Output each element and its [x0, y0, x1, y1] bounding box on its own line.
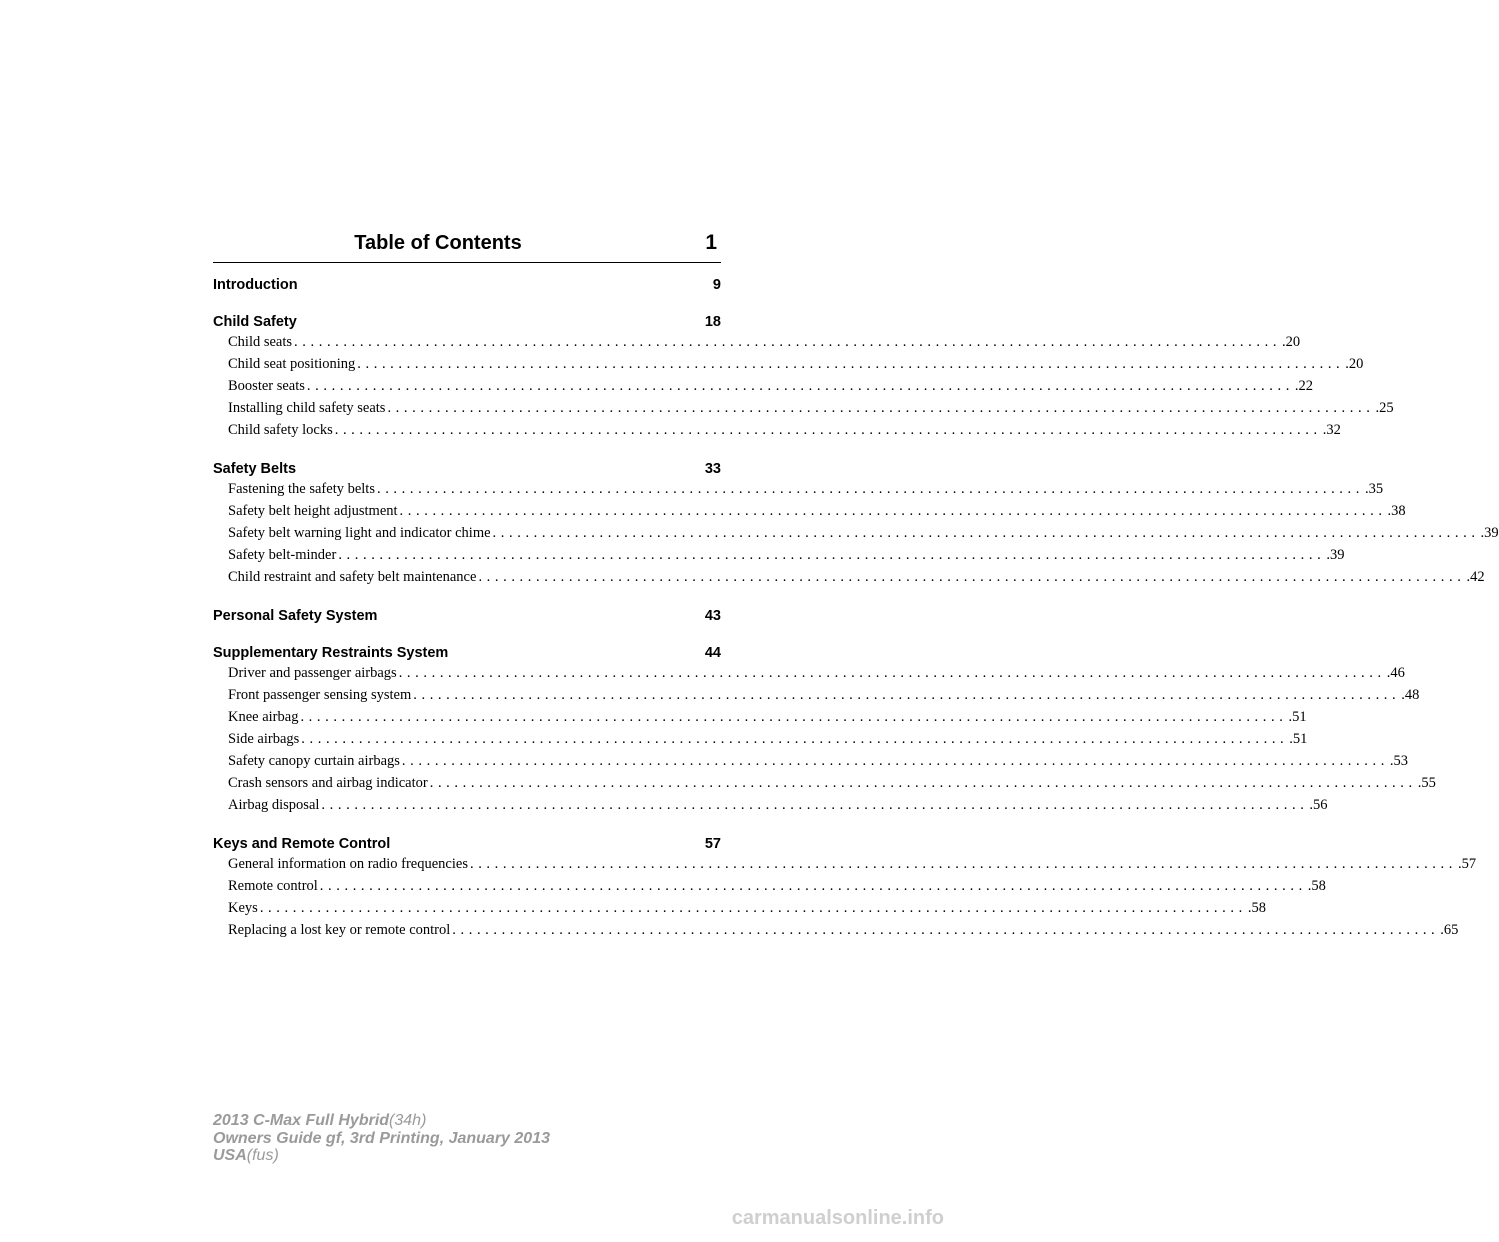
toc-section-page: 18 — [704, 314, 721, 330]
dot-leader: ........................................................................................................................ — [398, 665, 1386, 681]
toc-entry-page-number: 22 — [1298, 378, 1314, 394]
toc-entry-page: .20 — [1345, 356, 1364, 372]
toc-section-title: Personal Safety System — [213, 608, 378, 624]
dot-leader: ........................................................................................................................ — [399, 503, 1387, 519]
footer-model-code: (34h) — [389, 1112, 427, 1129]
toc-entry-page-number: 51 — [1292, 709, 1307, 725]
toc-entry[interactable] — [213, 503, 1406, 525]
footer-market-code: (fus) — [246, 1147, 279, 1164]
toc-entry-label: Safety belt height adjustment — [228, 503, 398, 519]
toc-entry-page-number: 46 — [1390, 665, 1405, 681]
toc-entry-page: .56 — [1309, 797, 1328, 813]
dot-leader: ........................................................................................................................ — [357, 356, 1345, 372]
toc-entry-page-number: 20 — [1285, 334, 1301, 350]
dot-leader: ........................................................................................................................ — [334, 422, 1322, 438]
toc-entry-page-number: 42 — [1470, 569, 1485, 585]
toc-section-page: 43 — [704, 608, 721, 624]
toc-entry-page-number: 55 — [1421, 775, 1436, 791]
toc-entry-page: .51 — [1289, 731, 1308, 747]
dot-leader: ........................................................................................................................ — [413, 687, 1401, 703]
dot-leader: ........................................................................................................................ — [376, 481, 1364, 497]
toc-entry[interactable] — [213, 334, 1301, 356]
toc-entry[interactable] — [213, 356, 1364, 378]
toc-entry-page: .38 — [1387, 503, 1406, 519]
toc-entry-label: Driver and passenger airbags — [228, 665, 397, 681]
dot-leader: ........................................................................................................................ — [319, 878, 1307, 894]
toc-entry-page: .55 — [1417, 775, 1436, 791]
page-title: Table of Contents — [354, 232, 522, 254]
toc-entry[interactable] — [213, 878, 1326, 900]
toc-section[interactable] — [213, 636, 721, 665]
toc-entry-page: .48 — [1401, 687, 1420, 703]
toc-section[interactable] — [213, 827, 721, 856]
toc-entry[interactable] — [213, 569, 1485, 591]
toc-entry[interactable] — [213, 481, 1384, 503]
toc-entry-page-number: 53 — [1393, 753, 1409, 769]
toc-entry-page-number: 39 — [1329, 547, 1345, 563]
page-number: 1 — [705, 231, 717, 254]
toc-entry-page-number: 57 — [1461, 856, 1477, 872]
toc-entry-label: Replacing a lost key or remote control — [228, 922, 451, 938]
toc-entry-page: .39 — [1326, 547, 1345, 563]
toc-entry-label: Remote control — [228, 878, 318, 894]
dot-leader: ........................................................................................................................ — [300, 709, 1288, 725]
toc-section-page: 57 — [704, 836, 721, 852]
watermark-link[interactable]: carmanualsonline.info — [731, 1207, 944, 1229]
dot-leader: ........................................................................................................................ — [306, 378, 1294, 394]
footer-line-3 — [213, 1147, 713, 1165]
toc-entry-page-number: 32 — [1326, 422, 1341, 438]
toc-section[interactable] — [213, 268, 721, 297]
toc-section-page: 9 — [712, 277, 721, 293]
footer-line-2: Owners Guide gf, 3rd Printing, January 2013 — [213, 1129, 550, 1147]
toc-entry-page-number: 65 — [1443, 922, 1459, 938]
toc-entry-page: .53 — [1389, 753, 1409, 769]
toc-section-title: Introduction — [213, 277, 298, 293]
footer-market: USA — [213, 1147, 247, 1164]
toc-entry-page-number: 51 — [1292, 731, 1308, 747]
toc-entry-page-number: 58 — [1311, 878, 1326, 894]
dot-leader: ........................................................................................................................ — [259, 900, 1247, 916]
toc-entry-label: Airbag disposal — [228, 797, 320, 813]
page-header — [213, 228, 721, 263]
toc-entry-page-number: 25 — [1379, 400, 1394, 416]
toc-entry-page: .46 — [1386, 665, 1405, 681]
toc-entry-label: Child seats — [228, 334, 293, 350]
footer-line-1 — [213, 1112, 713, 1130]
dot-leader: ........................................................................................................................ — [301, 731, 1289, 747]
toc-entry[interactable] — [213, 547, 1345, 569]
dot-leader: ........................................................................................................................ — [387, 400, 1375, 416]
toc-entry-page: .42 — [1466, 569, 1485, 585]
toc-entry-label: Booster seats — [228, 378, 305, 394]
toc-entry-page-number: 58 — [1251, 900, 1266, 916]
toc-entry-label: Front passenger sensing system — [228, 687, 412, 703]
toc-entry-label: Crash sensors and airbag indicator — [228, 775, 428, 791]
footer-model: 2013 C-Max Full Hybrid — [213, 1112, 390, 1129]
toc-entry-page-number: 48 — [1404, 687, 1420, 703]
toc-entry[interactable] — [213, 525, 1499, 547]
toc-entry[interactable] — [213, 378, 1314, 400]
toc-entry-label: Side airbags — [228, 731, 300, 747]
dot-leader: ........................................................................................................................ — [338, 547, 1326, 563]
toc-entry-page: .58 — [1247, 900, 1266, 916]
toc-entry-page: .32 — [1322, 422, 1341, 438]
toc-entry-label: Child restraint and safety belt maintenance — [228, 569, 477, 585]
dot-leader: ........................................................................................................................ — [478, 569, 1466, 585]
toc-entry[interactable] — [213, 731, 1308, 753]
toc-entry[interactable] — [213, 797, 1328, 819]
toc-section-page: 44 — [704, 645, 721, 661]
toc-section-title: Safety Belts — [213, 461, 297, 477]
toc-entry-label: Safety belt warning light and indicator chime — [228, 525, 491, 541]
toc-entry-page: .58 — [1307, 878, 1326, 894]
toc-entry-label: Safety belt-minder — [228, 547, 337, 563]
toc-entry[interactable] — [213, 665, 1405, 687]
toc-section-title: Supplementary Restraints System — [213, 645, 449, 661]
toc-entry-page: .25 — [1375, 400, 1394, 416]
dot-leader: ........................................................................................................................ — [294, 334, 1282, 350]
toc-entry-page-number: 56 — [1313, 797, 1328, 813]
toc-entry[interactable] — [213, 900, 1266, 922]
toc-section-page: 33 — [704, 461, 721, 477]
toc-entry-page: .65 — [1440, 922, 1459, 938]
table-of-contents — [213, 268, 1499, 944]
dot-leader: ........................................................................................................................ — [492, 525, 1480, 541]
toc-entry-page-number: 20 — [1348, 356, 1364, 372]
footer-imprint — [213, 1112, 713, 1165]
toc-entry-page: .22 — [1294, 378, 1314, 394]
toc-entry[interactable] — [213, 422, 1341, 444]
toc-section[interactable] — [213, 305, 721, 334]
toc-section[interactable] — [213, 599, 721, 628]
toc-entry-label: Fastening the safety belts — [228, 481, 375, 497]
toc-entry-page: .51 — [1288, 709, 1307, 725]
toc-entry-page: .39 — [1480, 525, 1499, 541]
dot-leader: ........................................................................................................................ — [469, 856, 1457, 872]
toc-entry-label: Installing child safety seats — [228, 400, 386, 416]
toc-entry-page: .35 — [1364, 481, 1384, 497]
toc-section-title: Keys and Remote Control — [213, 836, 391, 852]
toc-entry[interactable] — [213, 753, 1409, 775]
toc-entry-page-number: 39 — [1484, 525, 1499, 541]
toc-entry-label: Safety canopy curtain airbags — [228, 753, 400, 769]
dot-leader: ........................................................................................................................ — [401, 753, 1389, 769]
toc-entry-page-number: 38 — [1391, 503, 1406, 519]
toc-entry-page: .57 — [1457, 856, 1477, 872]
toc-entry-label: General information on radio frequencies — [228, 856, 468, 872]
toc-entry[interactable] — [213, 775, 1436, 797]
dot-leader: ........................................................................................................................ — [321, 797, 1309, 813]
toc-entry[interactable] — [213, 709, 1307, 731]
toc-entry-label: Child safety locks — [228, 422, 333, 438]
toc-entry-label: Child seat positioning — [228, 356, 356, 372]
toc-section[interactable] — [213, 452, 721, 481]
dot-leader: ........................................................................................................................ — [452, 922, 1440, 938]
toc-entry-page-number: 35 — [1368, 481, 1384, 497]
toc-entry[interactable] — [213, 400, 1394, 422]
toc-entry[interactable] — [213, 687, 1420, 709]
toc-entry[interactable] — [213, 856, 1477, 878]
toc-section-title: Child Safety — [213, 314, 297, 330]
toc-entry-label: Knee airbag — [228, 709, 299, 725]
toc-entry-page: .20 — [1282, 334, 1301, 350]
dot-leader: ........................................................................................................................ — [429, 775, 1417, 791]
toc-entry[interactable] — [213, 922, 1459, 944]
toc-entry-label: Keys — [228, 900, 258, 916]
